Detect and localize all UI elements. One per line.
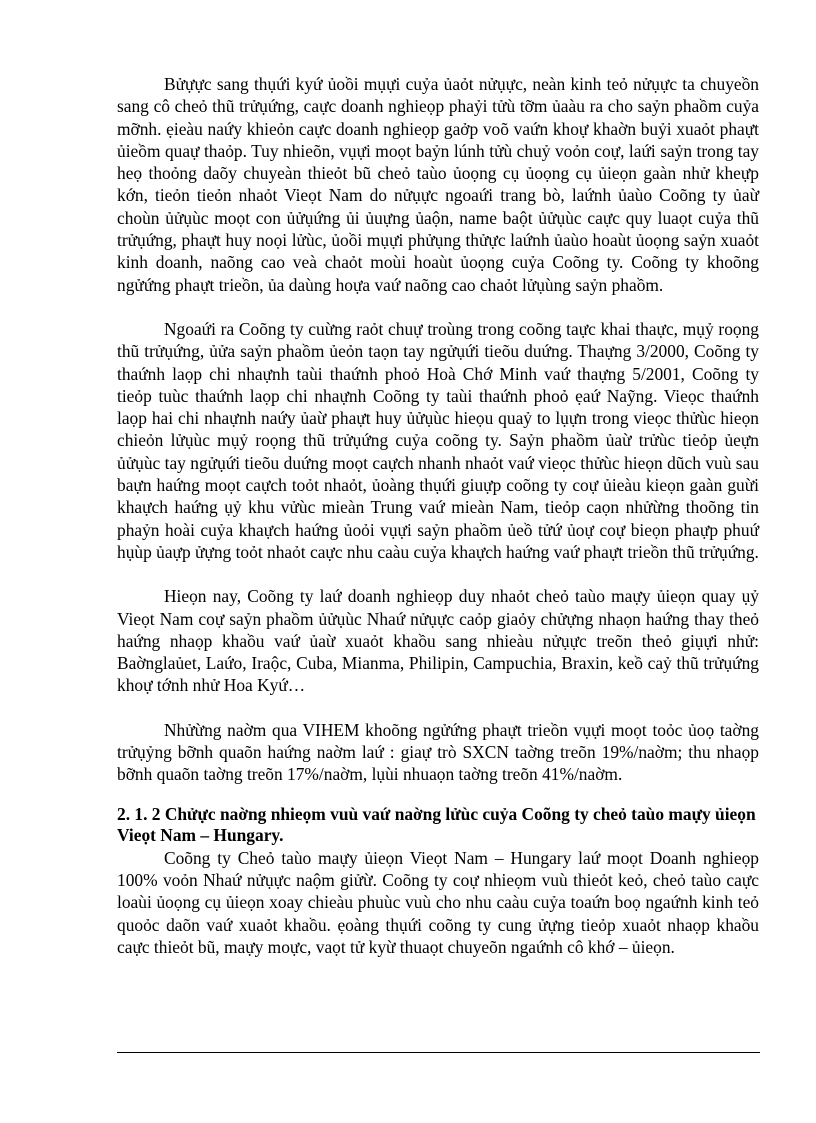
section-paragraph: Coõng ty Cheỏ taùo maựy ủieọn Vieọt Nam – Hungary laứ moọt Doanh nghieọp 100% voỏn Nhaứ nửụực naộm giửừ. Coõng ty coự nhieọm vuù thieỏt keỏ, cheỏ taùo caực loaùi ủoọng cụ ủieọn xoay chieàu phuùc vuù cho nhu caàu cuỷa toaứn boọ ngaứnh kinh teỏ quoỏc daõn vaứ xuaỏt khaồu. ẹoàng thụứi coõng ty cung ửựng tieỏp xuaỏt nhaọp khaồu caực thieỏt bũ, maựy moực, vaọt tử kyừ thuaọt chuyeõn ngaứnh cô khớ – ủieọn.	[117, 847, 759, 957]
document-page	[117, 64, 759, 958]
paragraph-vihem-growth: Nhửừng naờm qua VIHEM khoõng ngửứng phaựt trieồn vụựi moọt toỏc ủoọ taờng trửụỷng bỡnh quaõn haứng naờm laứ : giaự trò SXCN taờng treõn 19%/naờm; thu nhaọp bỡnh quaõn taờng treõn 17%/naờm, lụùi nhuaọn taờng treõn 41%/naờm.	[117, 719, 759, 785]
paragraph-export: Hieọn nay, Coõng ty laứ doanh nghieọp duy nhaỏt cheỏ taùo maựy ủieọn quay ụỷ Vieọt Nam coự saỷn phaồm ủửụùc Nhaứ nửụực caỏp giaỏy chửựng nhaọn haứng thay theỏ haứng nhaọp khaồu vaứ ủaừ xuaỏt khaồu sang nhieàu nửụực treõn theỏ giụựi nhử: Baờnglaủet, Laứo, Iraộc, Cuba, Mianma, Philipin, Campuchia, Braxin, keồ caỷ thũ trửụứng khoự tớnh nhử Hoa Kyứ…	[117, 586, 759, 696]
footer-divider	[117, 1052, 760, 1053]
paragraph-market-expansion: Ngoaứi ra Coõng ty cuừng raỏt chuự troùng trong coõng taực khai thaực, mụỷ roọng thũ trửụứng, ủửa saỷn phaồm ủeỏn taọn tay ngửụứi tieõu duứng. Thaựng 3/2000, Coõng ty thaứnh laọp chi nhaựnh taùi thaứnh phoỏ Hoà Chớ Minh vaứ thaựng 5/2001, Coõng ty tieỏp tuùc thaứnh laọp chi nhaựnh Coõng ty taùi thaứnh phoỏ ẹaứ Naỹng. Vieọc thaứnh laọp hai chi nhaựnh naứy ủaừ phaựt huy ủửụùc hieọu quaỷ to lụựn trong vieọc thửùc hieọn chieỏn lửụùc mụỷ roọng thũ trửụứng cuỷa coõng ty. Saỷn phaồm ủaừ trửùc tieỏp ủeựn ủửụùc tay ngửụứi tieõu duứng moọt caựch nhanh nhaỏt vaứ vieọc thửùc hieọn dũch vuù sau baựn haứng moọt caựch toỏt nhaỏt, ủoàng thụứi giuựp coõng ty coự ủieàu kieọn gaàn guừi khaựch haứng ụỷ khu vửùc mieàn Trung vaứ mieàn Nam, tieỏp caọn nhửừng thoõng tin phaỷn hoài cuỷa khaựch haứng ủoỏi vụựi saỷn phaồm ủeồ tửứ ủoự coự bieọn phaựp phuứ hụùp ủaựp ửựng toỏt nhaỏt caực nhu caàu cuỷa khaựch haứng vaứ phaựt trieồn thũ trửụứng.	[117, 318, 759, 562]
paragraph-growth: Bửựực sang thụứi kyứ ủoồi mụựi cuỷa ủaỏt nửụực, neàn kinh teỏ nửụực ta chuyeồn sang cô cheỏ thũ trửụứng, caực doanh nghieọp phaỷi tửù tỡm ủaàu ra cho saỷn phaồm cuỷa mỡnh. ẹieàu naứy khieỏn caực doanh nghieọp gaởp voõ vaứn khoự khaờn buỷi xuaỏt phaựt ủieồm quaự thaỏp. Tuy nhieõn, vụựi moọt baỷn lúnh tửù chuỷ voỏn coự, laứi saỷn trong tay heọ thoỏng daõy chuyeàn thieỏt bũ cheỏ taùo ủoọng cụ ủoọng cụ ủieọn gaàn nhử kheựp kớn, tieỏn tieỏn nhaỏt Vieọt Nam do nửụực ngoaứi trang bò, laứnh ủaùo Coõng ty ủaừ choùn ủửụùc moọt con ủửụứng ủi ủuựng ủaộn, name baột ủửụùc caực quy luaọt cuỷa thũ trửụứng, phaựt huy noọi lửùc, ủoồi mụựi phửụng thửực laứnh ủaùo hoaùt ủoọng saỷn xuaỏt kinh doanh, naõng cao veà chaỏt moùi hoaùt ủoọng cuỷa Coõng ty. Coõng ty khoõng ngửứng phaựt trieồn, ủa daùng hoựa vaứ naõng cao chaỏt lửụùng saỷn phaồm.	[117, 74, 759, 295]
section-heading: 2. 1. 2 Chửực naờng nhieọm vuù vaứ naờng lửùc cuỷa Coõng ty cheỏ taùo maựy ủieọn Vieọt Nam – Hungary.	[117, 803, 756, 845]
